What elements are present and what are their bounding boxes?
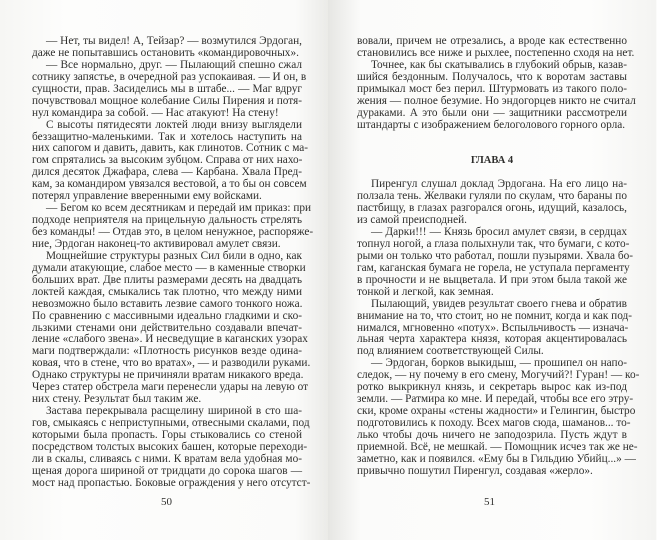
- text-line: из самой преисподней.: [357, 214, 467, 227]
- text-line: — Дарки!!! — Князь бросил амулет связи, в сердцах: [371, 226, 627, 238]
- blank-line: [357, 132, 627, 144]
- text-line: них сапогом и давить, давить, как глинотов. Сотник с ма-: [32, 142, 309, 155]
- text-line: — Эрдоган, борков выкидыш, — прошипел он напо-: [371, 357, 627, 370]
- text-line: гам, каганская бумага не горела, не уступала пергаменту: [357, 261, 630, 274]
- text-line: штандарты с изображением белоголового горного орла.: [357, 118, 626, 131]
- text-line: топнул ногой, а глаза полыхнули так, что бумаги, с кото-: [357, 237, 630, 250]
- text-line: больших врат. Две плиты размерами десять на двадцать: [32, 273, 302, 286]
- text-line: По сравнению с массивными идеально гладкими и ско-: [32, 309, 302, 322]
- page-number: 51: [484, 496, 495, 508]
- text-line: шийся бездонным. Получалось, что к воротам заставы: [357, 70, 627, 83]
- text-line: ние, Эрдоган наконец-то активировал амулет связи.: [32, 237, 281, 250]
- text-line: — Все нормально, друг. — Пылающий спешно сжал: [46, 58, 302, 71]
- text-line: лько чтобы дочь ничего не заподозрила. Пусть ждут в: [357, 428, 627, 441]
- text-line: потерял управление вверенными ему войсками.: [32, 190, 262, 203]
- text-line: которыми была пропасть. Горы стыковались со стеной: [32, 428, 302, 441]
- text-line: льная черта характера князя, которая акцентировалась: [357, 333, 627, 346]
- text-line: тонкой и легкой, как земная.: [357, 285, 494, 298]
- text-line: внимание на то, что стоит, но не помнит, когда и как под-: [357, 309, 633, 322]
- text-line: почувствовал мощное колебание Силы Пирения и потя-: [32, 94, 302, 107]
- chapter-heading: ГЛАВА 4: [470, 155, 514, 167]
- text-line: в прочности и не выцветала. И при этом была такой же: [357, 273, 627, 286]
- text-line: Пиренгул слушал доклад Эрдогана. На его лицо на-: [371, 178, 627, 191]
- text-line: Через статер обстрела маги перенесли удары на левую от: [32, 381, 309, 394]
- text-line: рыми он только что работал, пошли пузырями. Хвала бо-: [357, 249, 633, 262]
- text-line: — Бегом ко всем десятникам и передай им приказ: при: [46, 202, 312, 215]
- text-line: ползала тень. Желваки гуляли по скулам, что бараны по: [357, 190, 627, 203]
- text-line: думали атакующие, слабое место — в каменные створки: [32, 261, 306, 274]
- text-line: даже не попытавшись остановить «командировочных».: [32, 46, 299, 59]
- text-line: них стену. Результат был таким же.: [32, 393, 202, 406]
- text-line: невозможно было вставить лезвие самого тонкого ножа.: [32, 297, 303, 310]
- text-line: Застава перекрывала расщелину шириной в сто ша-: [46, 405, 302, 418]
- text-line: привычно пошутил Пиренгул, создавая «жерло».: [357, 464, 593, 477]
- text-line: ковая, что в стене, что во вратах», — и разводили руками.: [32, 357, 311, 370]
- text-line: нимался, мгновенно «потух». Вспыльчивость — изнача-: [357, 321, 629, 334]
- text-line: Однако структуры не причиняли вратам никакого вреда.: [32, 369, 304, 382]
- text-column: [357, 35, 640, 478]
- right-page: [328, 0, 656, 540]
- text-line: ление «слабого звена». И несведущие в каганских узорах: [32, 333, 308, 346]
- text-line: вовали, причем не отрезались, а вроде как естественно: [357, 35, 627, 47]
- text-line: мост над пропастью. Боковые ограждения у него отсутст-: [32, 476, 311, 489]
- text-line: земли. — Ратмира ко мне. И передай, чтобы все его этру-: [357, 393, 634, 406]
- left-page: [0, 0, 328, 540]
- text-line: щеная дорога шириной от тридцати до сорока шагов —: [32, 464, 302, 477]
- text-line: посредством толстых высоких башен, которые переходи-: [32, 440, 308, 453]
- text-line: нул командира за собой. — Нас атакуют! На стену!: [32, 106, 279, 119]
- text-line: следок, — ну почему в его смену, Могучий?! Гуран! — ко-: [357, 369, 640, 382]
- text-line: жения — полное безумие. Но эндогорцев никто не считал: [357, 94, 636, 107]
- text-line: С высоты пятидесяти локтей люди внизу выглядели: [46, 118, 302, 131]
- text-line: подходе неприятеля на прицельную дальность стрелять: [32, 214, 302, 227]
- text-line: становились все ниже и рыхлее, постепенно сходя на нет.: [357, 46, 635, 59]
- text-line: дураками. А это были они — защитники рассмотрели: [357, 106, 627, 119]
- text-line: под влиянием соответствующей Силы.: [357, 345, 544, 358]
- text-line: пастбищу, в глазах разгорался огонь, идущий, казалось,: [357, 202, 627, 215]
- text-line: ротко выкрикнул князь, и секретарь вырос как из-под: [357, 381, 627, 394]
- text-line: подготовились к походу. Всех магов сюда, шаманов... то-: [357, 417, 631, 429]
- text-line: гом спрятались за высоким зубцом. Справа от них нахо-: [32, 154, 303, 167]
- text-line: ли в скалы, сливаясь с ними. К вратам вела удобная мо-: [32, 452, 302, 465]
- text-line: беззащитно-маленькими. Так и хотелось наступить на: [32, 130, 302, 143]
- text-line: кам, за командиром увязался вестовой, а то бы он совсем: [32, 178, 307, 191]
- text-line: — Нет, ты видел! А, Тейзар? — возмутился Эрдоган,: [46, 35, 302, 47]
- text-column: [32, 35, 314, 490]
- text-line: Точнее, как бы скатывались в глубокий обрыв, казав-: [371, 58, 627, 71]
- text-line: сотнику запястье, в очередной раз успокаивая. — И он, в: [32, 70, 307, 83]
- text-line: приемной. Всё, не мешкай. — Помощник исчез так же не-: [357, 440, 638, 453]
- page-number: 50: [161, 496, 172, 508]
- text-line: Пылающий, увидев результат своего гнева и обратив: [371, 297, 627, 310]
- text-line: заметно, как и появился. «Ему бы в Гильдию Убийц...» —: [357, 452, 636, 465]
- text-line: льзкими стенами они действительно создавали впечат-: [32, 321, 302, 334]
- text-line: без команды! — Отдав это, в целом ненужное, распоряже-: [32, 226, 314, 238]
- text-line: Мощнейшие структуры разных Сил били в одно, как: [46, 249, 302, 262]
- text-line: ски, кроме охраны «стены жадности» и Гелингин, быстро: [357, 405, 636, 418]
- text-line: сущности, прав. Засиделись мы в штабе... — Маг вдруг: [32, 82, 302, 95]
- text-line: маги подтверждали: «Плотность рисунков везде одина-: [32, 345, 302, 358]
- blank-line: [357, 143, 627, 155]
- text-line: локтей каждая, смыкались так плотно, что между ними: [32, 285, 302, 298]
- text-line: дился десяток Джафара, слева — Карбана. Хвала Пред-: [32, 166, 302, 179]
- text-line: гов, смыкаясь с неприступными, отвесными скалами, под: [32, 417, 310, 429]
- text-line: примыкал мост без перил. Штурмовать из такого поло-: [357, 82, 627, 95]
